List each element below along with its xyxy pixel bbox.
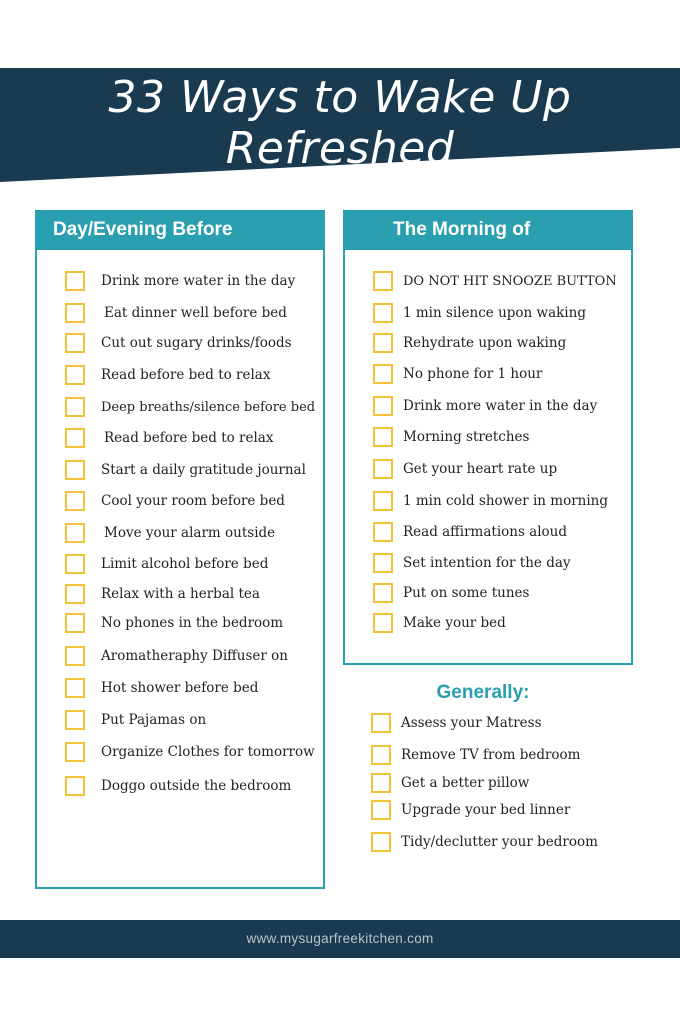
checklist-item-label: Eat dinner well before bed <box>104 305 287 321</box>
morning-of-panel <box>343 210 633 665</box>
checklist-item <box>373 552 571 574</box>
checkbox[interactable] <box>65 271 85 291</box>
checklist-item-label: Tidy/declutter your bedroom <box>401 834 598 850</box>
checklist-item-label: Cut out sugary drinks/foods <box>101 335 292 351</box>
footer-website-link[interactable]: www.mysugarfreekitchen.com <box>246 931 434 946</box>
checkbox[interactable] <box>373 491 393 511</box>
page-title: 33 Ways to Wake Up Refreshed <box>108 72 572 174</box>
checklist-item-label: Assess your Matress <box>401 715 542 731</box>
checklist-item <box>371 799 570 821</box>
checklist-item <box>373 490 608 512</box>
checkbox[interactable] <box>65 397 85 417</box>
checklist-item <box>65 270 295 292</box>
checklist-item-label: 1 min cold shower in morning <box>403 493 608 509</box>
checkbox[interactable] <box>371 800 391 820</box>
checkbox[interactable] <box>373 613 393 633</box>
checklist-item-label: Read before bed to relax <box>101 367 271 383</box>
checklist-item <box>373 582 529 604</box>
checkbox[interactable] <box>373 583 393 603</box>
checklist-item <box>371 744 581 766</box>
checklist-item-label: Make your bed <box>403 615 506 631</box>
checklist-item-label: Drink more water in the day <box>101 273 296 289</box>
checklist-item-label: Rehydrate upon waking <box>403 335 567 351</box>
checklist-item <box>65 612 283 634</box>
checklist-item-label: Remove TV from bedroom <box>401 747 581 763</box>
checkbox[interactable] <box>371 713 391 733</box>
checklist-item <box>373 612 506 634</box>
checklist-item-label: Aromatheraphy Diffuser on <box>101 648 288 664</box>
checkbox[interactable] <box>371 745 391 765</box>
checklist-item <box>65 459 306 481</box>
checkbox[interactable] <box>373 553 393 573</box>
checklist-item <box>373 426 529 448</box>
checklist-item <box>371 831 598 853</box>
checkbox[interactable] <box>65 678 85 698</box>
checklist-item-label: Morning stretches <box>403 429 530 445</box>
checkbox[interactable] <box>65 333 85 353</box>
checkbox[interactable] <box>373 303 393 323</box>
checklist-item <box>65 677 258 699</box>
checklist-item-label: Doggo outside the bedroom <box>101 778 292 794</box>
checkbox[interactable] <box>65 554 85 574</box>
checklist-item-label: Organize Clothes for tomorrow <box>101 744 315 760</box>
checklist-item <box>65 583 260 605</box>
checkbox[interactable] <box>373 364 393 384</box>
checklist-item-label: Put on some tunes <box>403 585 530 601</box>
checklist-item-label: Start a daily gratitude journal <box>101 462 306 478</box>
checkbox[interactable] <box>65 710 85 730</box>
checkbox[interactable] <box>373 522 393 542</box>
checklist-item-label: Get your heart rate up <box>403 461 558 477</box>
checklist-item <box>65 741 315 763</box>
checkbox[interactable] <box>371 773 391 793</box>
checklist-item-label: Hot shower before bed <box>101 680 259 696</box>
checklist-item-label: Read affirmations aloud <box>403 524 568 540</box>
checklist-item-label: Read before bed to relax <box>104 430 274 446</box>
title-banner <box>0 0 680 200</box>
checklist-item <box>65 645 288 667</box>
checklist-item <box>65 522 275 544</box>
checklist-item <box>371 712 542 734</box>
checklist-item <box>373 302 586 324</box>
checklist-item-label: Deep breaths/silence before bed <box>101 399 316 415</box>
checklist-item <box>65 396 315 418</box>
checkbox[interactable] <box>65 613 85 633</box>
checklist-item <box>373 332 566 354</box>
checkbox[interactable] <box>65 491 85 511</box>
checkbox[interactable] <box>373 271 393 291</box>
checkbox[interactable] <box>373 396 393 416</box>
checklist-item-label: DO NOT HIT SNOOZE BUTTON <box>403 273 617 289</box>
checkbox[interactable] <box>373 333 393 353</box>
day-evening-before-heading: Day/Evening Before <box>35 210 325 250</box>
checklist-item-label: Get a better pillow <box>401 775 530 791</box>
checkbox[interactable] <box>65 365 85 385</box>
checklist-item <box>371 772 529 794</box>
checklist-item-label: Put Pajamas on <box>101 712 207 728</box>
checklist-item-label: Limit alcohol before bed <box>101 556 269 572</box>
checklist-item-label: Cool your room before bed <box>101 493 285 509</box>
checklist-item-label: Drink more water in the day <box>403 398 598 414</box>
checkbox[interactable] <box>65 742 85 762</box>
checklist-item-label: No phone for 1 hour <box>403 366 543 382</box>
checklist-item <box>65 302 287 324</box>
checklist-item <box>373 270 617 292</box>
checkbox[interactable] <box>65 303 85 323</box>
checkbox[interactable] <box>373 427 393 447</box>
checkbox[interactable] <box>371 832 391 852</box>
morning-of-heading: The Morning of <box>343 210 633 250</box>
checkbox[interactable] <box>65 428 85 448</box>
checklist-item <box>65 364 270 386</box>
checkbox[interactable] <box>65 584 85 604</box>
checklist-item <box>373 521 567 543</box>
checklist-item <box>373 458 557 480</box>
checklist-item <box>65 709 206 731</box>
checklist-item-label: Relax with a herbal tea <box>101 586 260 602</box>
checklist-item <box>65 427 273 449</box>
checklist-item <box>373 363 542 385</box>
checklist-item <box>65 775 291 797</box>
generally-heading: Generally: <box>436 682 530 703</box>
checkbox[interactable] <box>65 460 85 480</box>
footer-bar <box>0 920 680 958</box>
checklist-item-label: 1 min silence upon waking <box>403 305 586 321</box>
checkbox[interactable] <box>65 523 85 543</box>
checklist-item-label: Upgrade your bed linner <box>401 802 571 818</box>
checklist-item-label: Move your alarm outside <box>104 525 276 541</box>
checklist-item <box>65 553 268 575</box>
checklist-item <box>65 490 285 512</box>
checkbox[interactable] <box>65 776 85 796</box>
checkbox[interactable] <box>373 459 393 479</box>
checkbox[interactable] <box>65 646 85 666</box>
checklist-item <box>65 332 292 354</box>
checklist-item-label: Set intention for the day <box>403 555 571 571</box>
checklist-item <box>373 395 597 417</box>
day-evening-before-panel <box>35 210 325 889</box>
checklist-item-label: No phones in the bedroom <box>101 615 284 631</box>
